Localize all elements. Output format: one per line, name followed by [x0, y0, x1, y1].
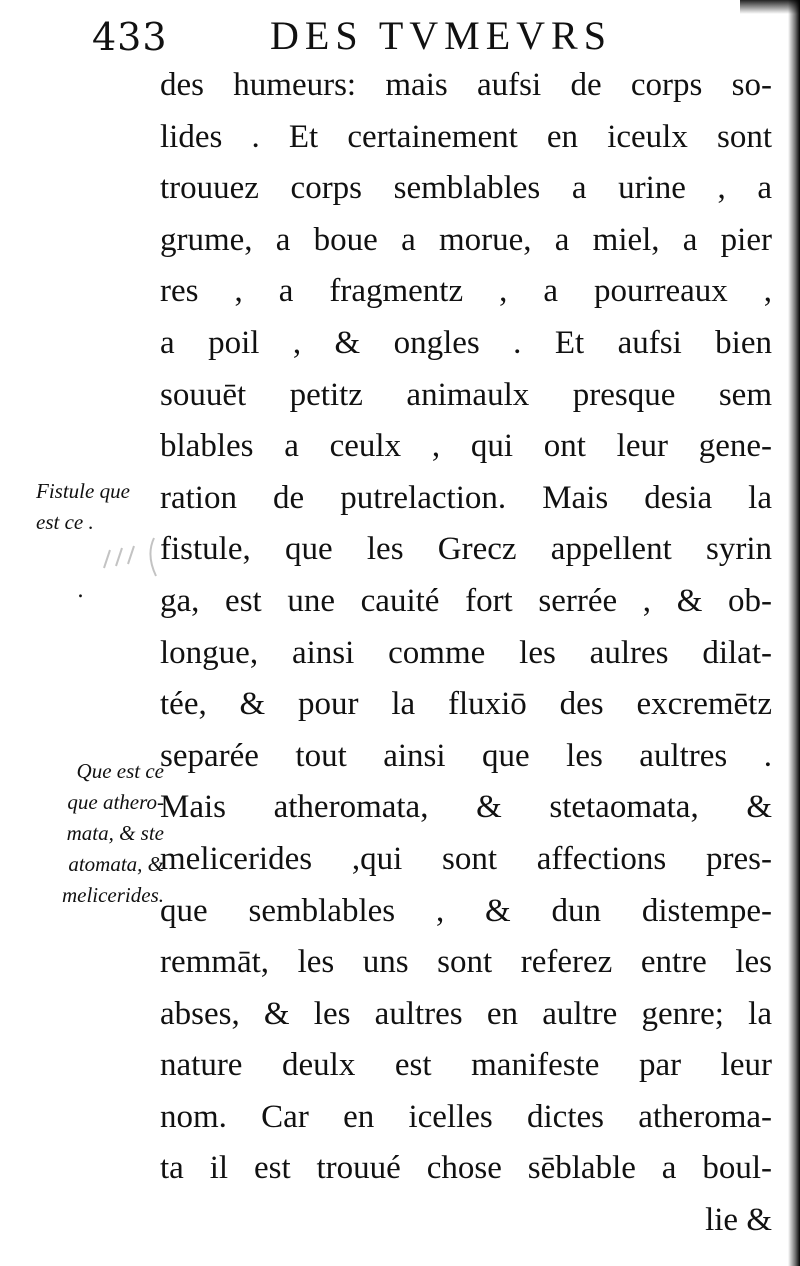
text-line: que semblables , & dun distempe‐ — [160, 892, 772, 929]
text-line: abses, & les aultres en aultre genre; la — [160, 995, 772, 1032]
text-line: ga, est une cauité fort serrée , & ob‐ — [160, 582, 772, 619]
text-line: fistule, que les Grecz appellent syrin — [160, 531, 772, 568]
text-line: separée tout ainsi que les aultres . — [160, 737, 772, 774]
text-line: ration de putrelaction. Mais desia la — [160, 479, 772, 516]
margin-note-line: atomata, & — [68, 852, 164, 876]
text-line: Mais atheromata, & stetaomata, & — [160, 789, 772, 826]
text-line: trouuez corps semblables a urine , a — [160, 170, 772, 207]
text-line: res , a fragmentz , a pourreaux , — [160, 273, 772, 310]
text-line: ta il est trouué chose sēblable a boul‐ — [160, 1150, 772, 1187]
margin-note-line: melicerides. — [61, 883, 164, 907]
catchword-line: lie & — [705, 1202, 772, 1239]
text-line: lides . Et certainement en iceulx sont — [160, 118, 772, 155]
body-text-block — [160, 60, 772, 1247]
text-line: grume, a boue a morue, a miel, a pier — [160, 221, 772, 258]
margin-note-line: que athero‐ — [67, 790, 164, 814]
margin-note-line: Fistule que — [36, 479, 130, 503]
text-line: longue, ainsi comme les aulres dilat‐ — [160, 634, 772, 671]
page-number: 433 — [92, 15, 168, 59]
margin-note-atheromata — [22, 756, 164, 911]
text-line: melicerides ,qui sont affections pres‐ — [160, 840, 772, 877]
text-line: nature deulx est manifeste par leur — [160, 1047, 772, 1084]
text-line: blables a ceulx , qui ont leur gene‐ — [160, 428, 772, 465]
page-gutter-edge — [788, 0, 800, 1266]
pencil-annotation-mark — [96, 530, 166, 580]
margin-note-line: Que est ce — [76, 759, 164, 783]
margin-note-line: est ce . — [36, 510, 94, 534]
margin-note-line: mata, & ste — [66, 821, 164, 845]
text-line: nom. Car en icelles dictes atheroma‐ — [160, 1098, 772, 1135]
running-head: DES TVMEVRS — [270, 13, 612, 58]
text-line: a poil , & ongles . Et aufsi bien — [160, 324, 772, 361]
text-line: remmāt, les uns sont referez entre les — [160, 944, 772, 981]
margin-dot: . — [77, 578, 84, 603]
margin-note-fistule — [36, 476, 130, 538]
text-line: souuēt petitz animaulx presque sem — [160, 376, 772, 413]
text-line: tée, & pour la fluxiō des excremētz — [160, 686, 772, 723]
text-line: des humeurs: mais aufsi de corps so‐ — [160, 67, 772, 103]
